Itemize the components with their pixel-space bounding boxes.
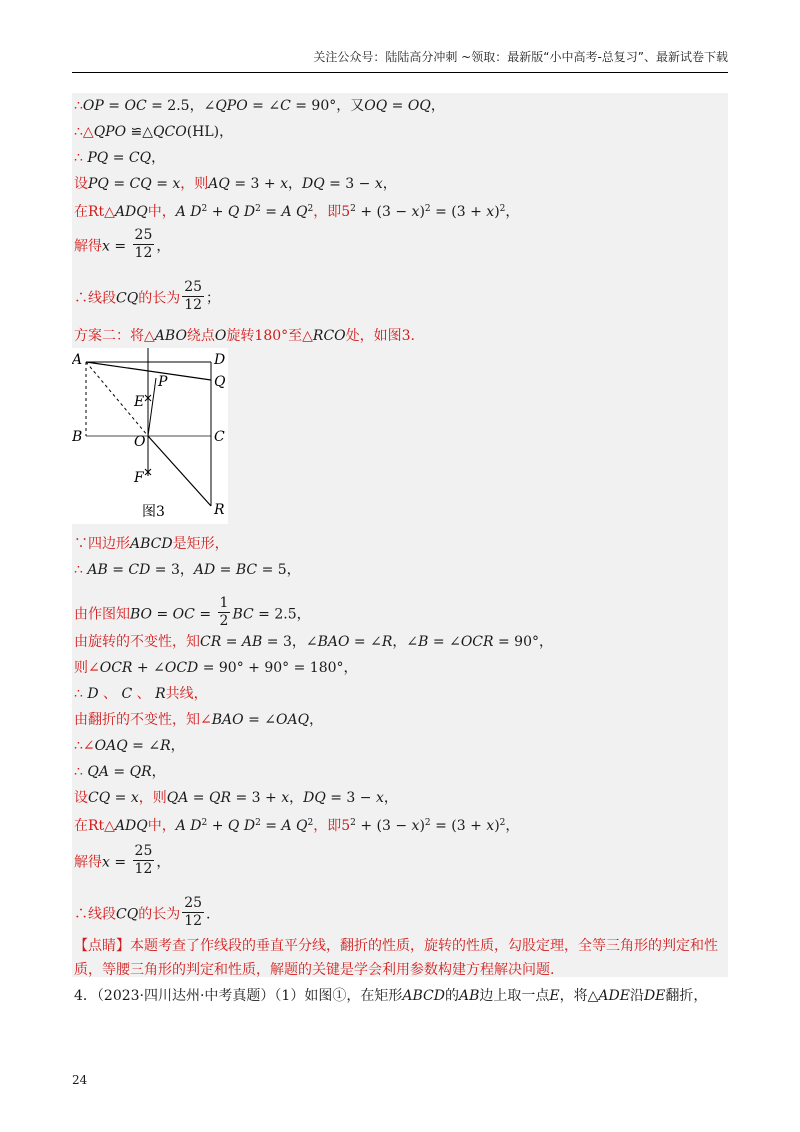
label-D: D: [214, 352, 226, 368]
result-line: ∴线段CQ的长为 $\frac{25}{12}$ .: [74, 895, 211, 929]
solution-line: ∴OP = OC = 2.5，∠QPO = ∠C = 90°，又OQ = OQ，: [74, 98, 445, 114]
solution-line: ∴ AB = CD = 3，AD = BC = 5，: [74, 562, 301, 578]
fraction: $\frac{1}{2}$: [219, 595, 229, 629]
label-Q: Q: [214, 374, 226, 390]
comment-line-1: 【点睛】本题考查了作线段的垂直平分线，翻折的性质，旋转的性质，勾股定理，全等三角形的判定和性: [74, 938, 718, 954]
solution-line: 由翻折的不变性，知∠BAO = ∠OAQ，: [74, 712, 324, 728]
result-line: ∴线段CQ的长为 $\frac{25}{12}$ ；: [74, 279, 221, 313]
plan-two-heading: 方案二：将△ABO绕点O旋转180°至△RCO处，如图3.: [74, 328, 415, 344]
solution-line: ∴ QA = QR，: [74, 764, 166, 780]
label-C: C: [214, 429, 225, 445]
label-A: A: [72, 352, 83, 368]
header-rule: [72, 72, 728, 73]
solution-line: ∴ PQ = CQ，: [74, 150, 166, 166]
question-4: 4．（2023·四川达州·中考真题）（1）如图①，在矩形ABCD的AB边上取一点E，将△ADE沿DE翻折，: [74, 988, 708, 1004]
page-number: 24: [72, 1073, 88, 1087]
solution-line: 由旋转的不变性，知CR = AB = 3，∠BAO = ∠R，∠B = ∠OCR = 90°，: [74, 634, 553, 650]
solve-line: 解得x = $\frac{25}{12}$ ，: [74, 227, 171, 261]
solution-line: ∴ D 、 C 、 R共线，: [74, 686, 208, 702]
label-R: R: [214, 502, 225, 518]
label-P: P: [158, 374, 168, 390]
label-E: E: [134, 394, 145, 410]
fraction: $\frac{25}{12}$: [134, 227, 153, 261]
pythagoras-line: 在Rt△ADQ中，A $D^2 + Q$ $D^2 = A$ $Q^2$，即$5^2 + (3 - x)^2 = (3 + x)^2$，: [74, 818, 520, 834]
fraction: $\frac{25}{12}$: [184, 895, 203, 929]
figure-caption: 图3: [142, 504, 165, 520]
label-F: F: [134, 470, 144, 486]
solution-line: ∴∠OAQ = ∠R，: [74, 738, 185, 754]
solve-line: 解得x = $\frac{25}{12}$ ，: [74, 843, 171, 877]
solution-line: 由作图知BO = OC = $\frac{1}{2}$ BC = 2.5，: [74, 595, 311, 629]
solution-line: 则∠OCR + ∠OCD = 90° + 90° = 180°，: [74, 660, 358, 676]
label-B: B: [72, 429, 83, 445]
page-header: 关注公众号：陆陆高分冲刺 ~领取：最新版“小中高考-总复习”、最新试卷下载: [313, 50, 728, 64]
comment-line-2: 质，等腰三角形的判定和性质，解题的关键是学会利用参数构建方程解决问题.: [74, 962, 555, 978]
solution-line: 设CQ = x，则QA = QR = 3 + x，DQ = 3 − x，: [74, 790, 398, 806]
solution-line: 设PQ = CQ = x，则AQ = 3 + x，DQ = 3 − x，: [74, 176, 397, 192]
pythagoras-line: 在Rt△ADQ中，A $D^2 + Q$ $D^2 = A$ $Q^2$，即$5^2 + (3 - x)^2 = (3 + x)^2$，: [74, 204, 520, 220]
figure-3: [72, 348, 228, 528]
solution-line: ∴△QPO ≌△QCO(HL)，: [74, 124, 234, 140]
fraction: $\frac{25}{12}$: [134, 843, 153, 877]
label-O: O: [134, 434, 146, 450]
fraction: $\frac{25}{12}$: [184, 279, 203, 313]
solution-line: ∵四边形ABCD是矩形，: [74, 536, 229, 552]
